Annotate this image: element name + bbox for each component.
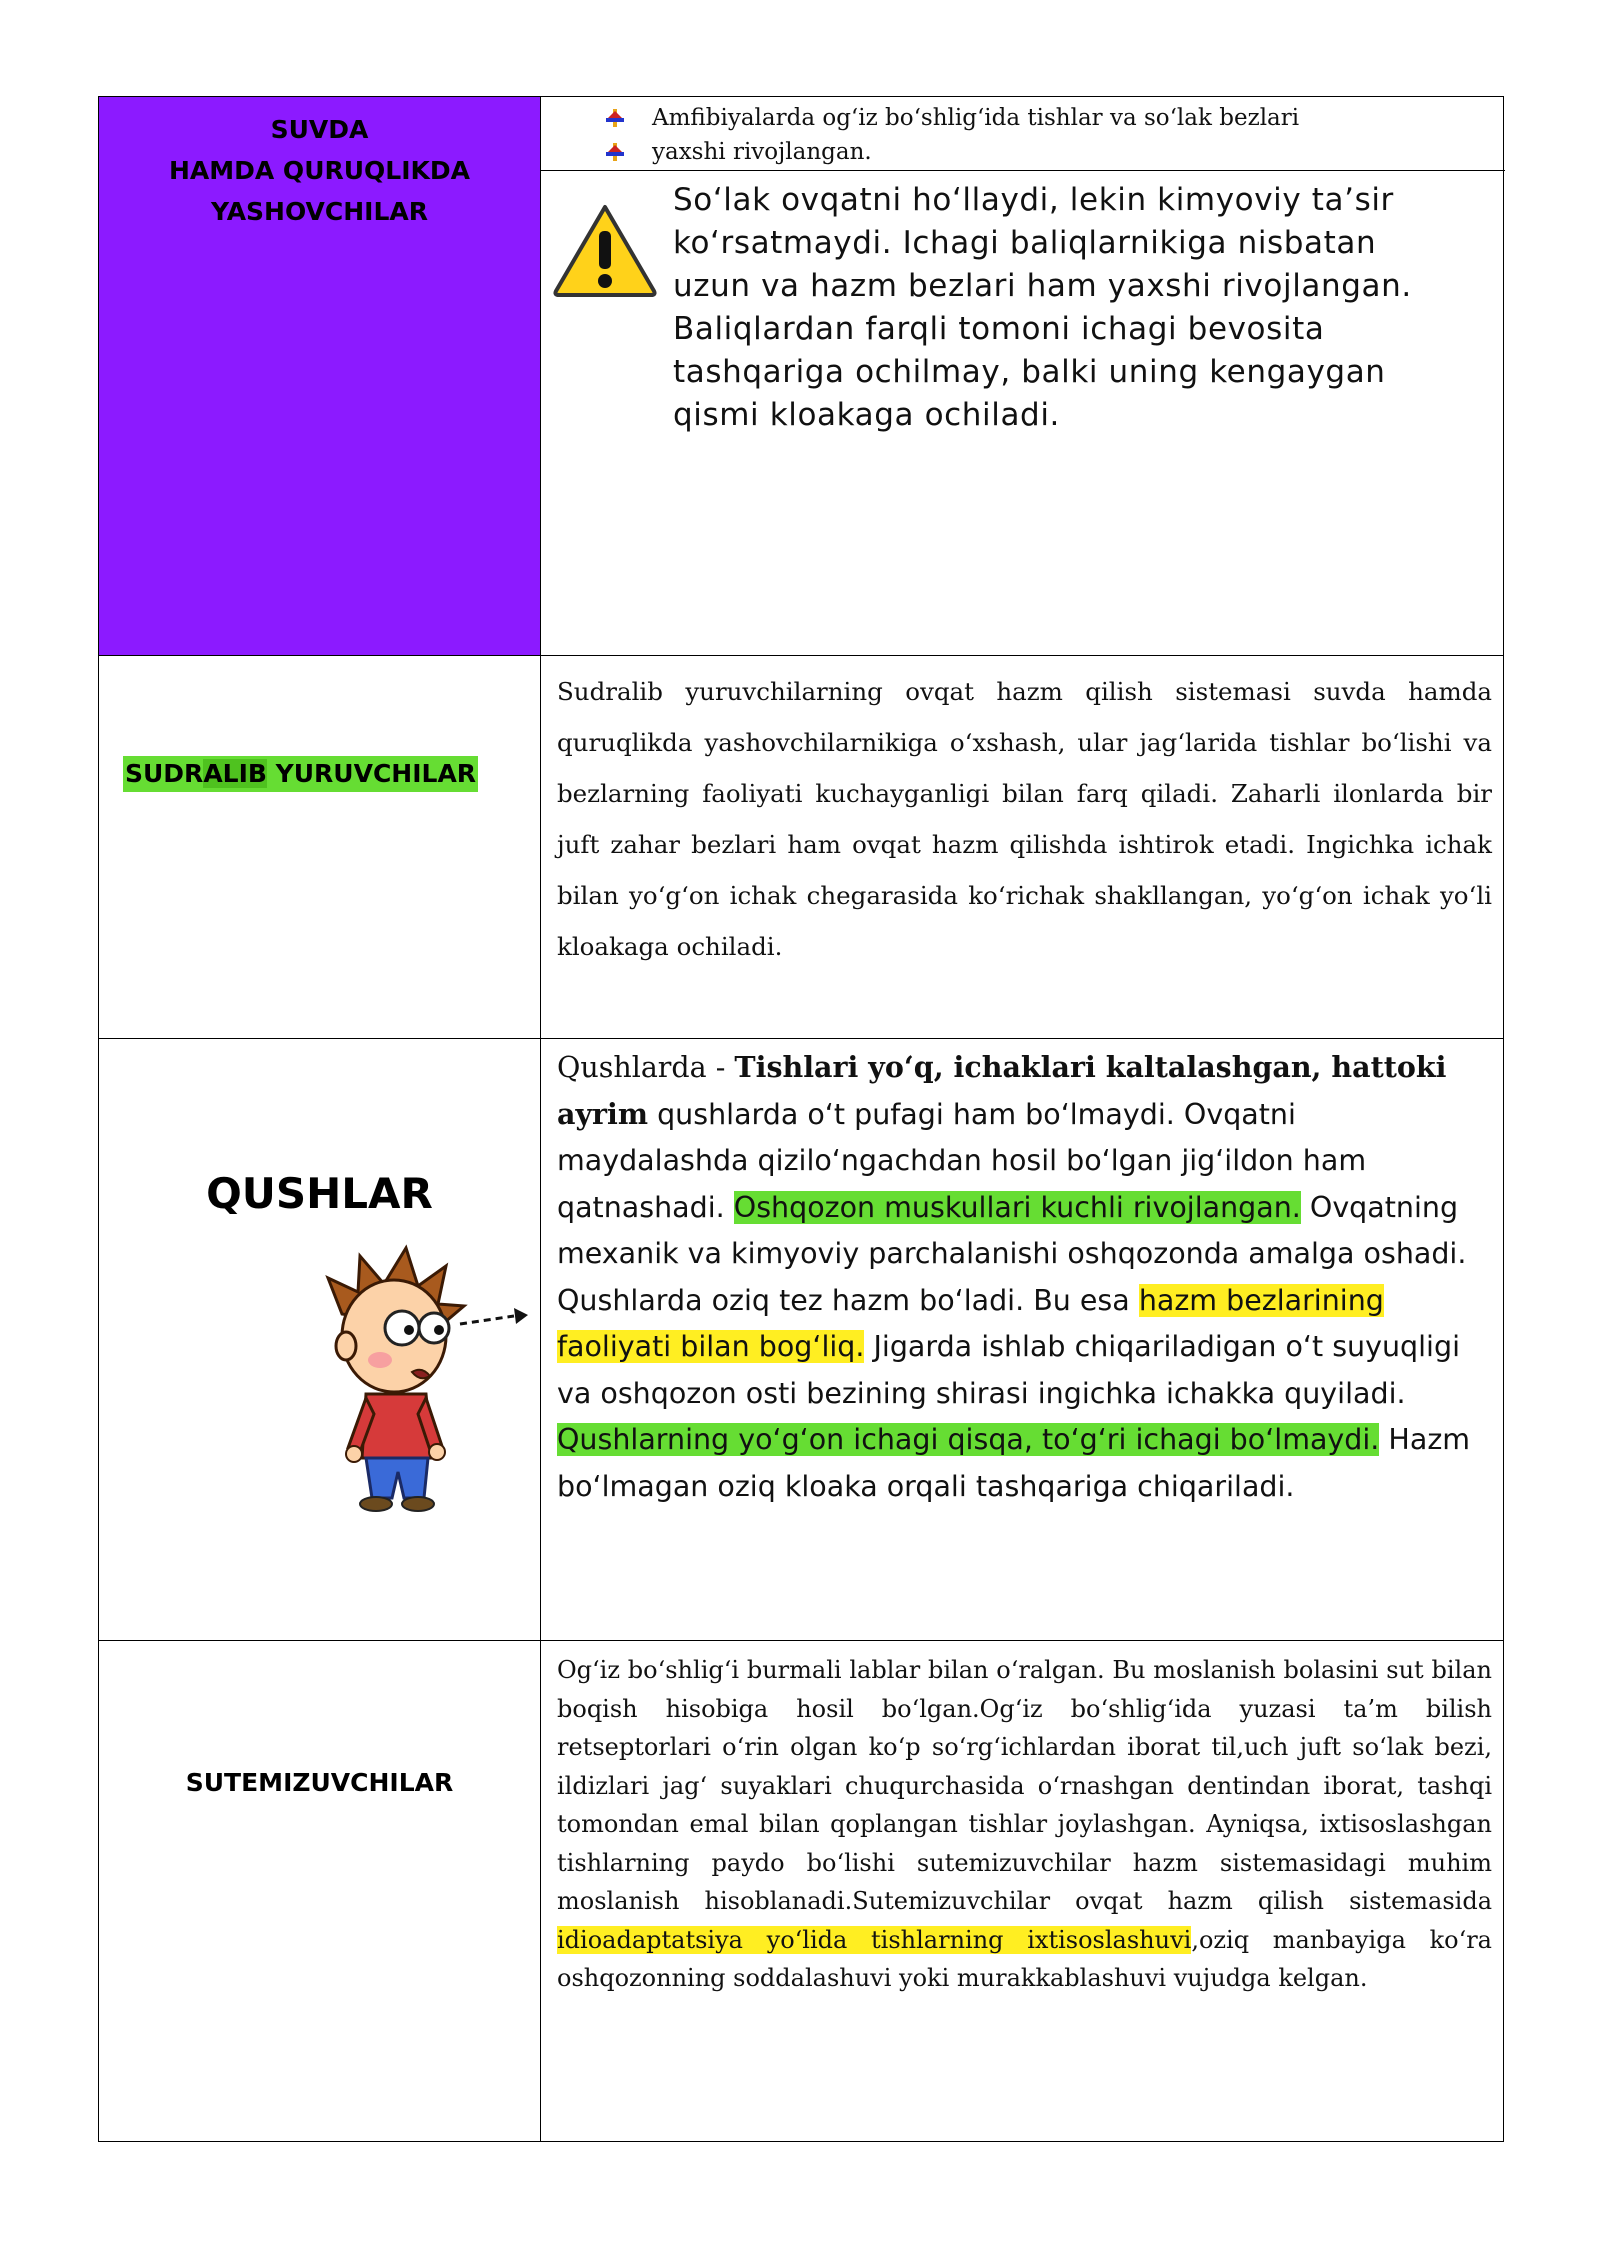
highlight-yellow: idioadaptatsiya yo‘lida tishlarning ixtisoslashuvi [557,1925,1192,1954]
reptiles-text: Sudralib yuruvchilarning ovqat hazm qilish sistemasi suvda hamda quruqlikda yashovchilarnikiga o‘xshash, ular jag‘larida tishlar bo‘lishi va bezlarning faoliyati kuchayganligi bilan farq qiladi. Zaharli ilonlarda bir juft zahar bezlari ham ovqat hazm qilishda ishtirok etadi. Ingichka ichak bilan yo‘g‘on ichak chegarasida ko‘richak shakllangan, yo‘g‘on ichak yo‘li kloakaga ochiladi. [557,677,1492,961]
row-birds-content [540,1039,1505,1640]
text-part: Og‘iz bo‘shlig‘i burmali lablar bilan o‘ralgan. Bu moslanish bolasini sut bilan boqish hisobiga hosil bo‘lgan.Og‘iz bo‘shlig‘ida yuzasi ta’m bilish retseptorlari o‘rin olgan ko‘p so‘rg‘ichlardan iborat til,uch juft so‘lak bezi, ildizlari jag‘ suyaklari chuqurchasida o‘rnashgan dentindan iborat, tashqi tomondan emal bilan qoplangan tishlar joylashgan. Ayniqsa, ixtisoslashgan tishlarning paydo bo‘lishi sutemizuvchilar hazm sistemasidagi muhim moslanish hisoblanadi.Sutemizuvchilar ovqat hazm qilish sistemasida [557,1656,1492,1915]
warning-triangle-icon [552,203,658,297]
row-reptiles-label [123,756,478,792]
row-amphibians-label-cell [99,97,540,655]
text-part: ,oziq manbayiga ko‘ra oshqozonning soddalashuvi yoki murakkablashuvi vujudga kelgan. [557,1925,1492,1992]
text-part: Tishlari yo‘q, ichaklari kaltalashgan, hattoki ayrim [557,1050,1447,1131]
row-birds-label: QUSHLAR [206,1169,433,1218]
text-part: Ovqatning mexanik va kimyoviy parchalanishi oshqozonda amalga oshadi. Qushlarda oziq tez hazm bo‘ladi. Bu esa [557,1190,1467,1317]
bullet-text: Amfibiyalarda og‘iz bo‘shlig‘ida tishlar va so‘lak bezlari [652,105,1300,131]
text-part: qushlarda o‘t pufagi ham bo‘lmaydi. Ovqatni maydalashda qizilo‘ngachdan hosil bo‘lgan jig‘ildon ham qatnashadi. [557,1097,1367,1224]
text-part: Hazm bo‘lmagan oziq kloaka orqali tashqariga chiqariladi. [557,1423,1471,1503]
label-part: SUDR [125,759,204,788]
label-part: YURUVCHILAR [266,759,477,788]
row-amphibians-label: SUVDA HAMDA QURUQLIKDA YASHOVCHILAR [168,115,470,226]
bullet-text: yaxshi rivojlangan. [652,139,872,165]
confused-boy-cartoon [314,1236,529,1516]
label-part: ALIB [203,759,267,788]
row-birds-label-cell [99,1039,540,1640]
amphibians-text: So‘lak ovqatni ho‘llaydi, lekin kimyoviy ta’sir ko‘rsatmaydi. Ichagi baliqlarnikiga nisbatan uzun va hazm bezlari ham yaxshi rivojlangan. Baliqlardan farqli tomoni ichagi bevosita tashqariga ochilmay, balki uning kengaygan qismi kloakaga ochiladi. [673,182,1412,433]
row-amphibians-content [540,97,1505,655]
row-reptiles-label-cell [99,656,540,1038]
bullet-icon [606,143,624,161]
birds-text [557,1045,1492,1510]
text-part: Jigarda ishlab chiqariladigan o‘t suyuqligi va oshqozon osti bezining shirasi ingichka ichakka quyiladi. [557,1330,1460,1410]
text-part: Qushlarda - [557,1051,735,1084]
bullet-item [606,135,1496,169]
row-mammals-label: SUTEMIZUVCHILAR [185,1768,454,1797]
row-mammals-label-cell [99,1641,540,2143]
row-mammals-content [540,1641,1505,2143]
mammals-text [557,1651,1492,1998]
bullet-item [606,101,1496,135]
highlight-green: Oshqozon muskullari kuchli rivojlangan. [733,1190,1301,1224]
bullet-list [606,101,1496,169]
highlight-green: Qushlarning yo‘g‘on ichagi qisqa, to‘g‘ri ichagi bo‘lmaydi. [557,1423,1380,1456]
row-reptiles-content [540,656,1505,1038]
highlight-yellow: hazm bezlarining faoliyati bilan bog‘liq. [557,1283,1384,1363]
zoology-table [98,96,1504,2142]
bullet-icon [606,109,624,127]
